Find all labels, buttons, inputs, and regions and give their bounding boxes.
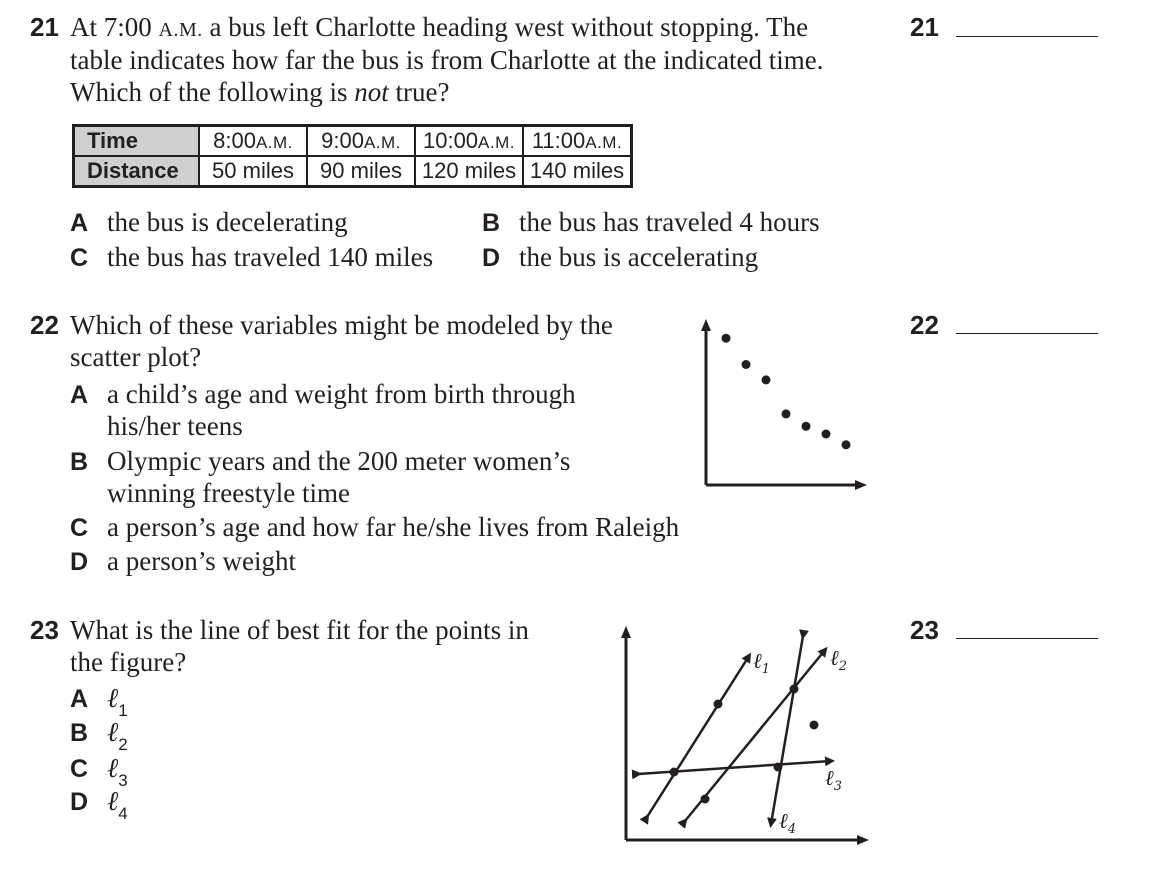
choice-letter: B	[70, 448, 89, 476]
choice-letter: D	[70, 548, 89, 576]
q23-choice-c[interactable]	[70, 752, 128, 788]
choice-letter: B	[70, 719, 89, 747]
ell-subscript: 1	[118, 701, 128, 720]
figure-y-axis-arrowhead	[621, 626, 631, 638]
scatter-point	[782, 409, 791, 418]
table-cell-distance: 50 miles	[199, 156, 307, 187]
table-cell-distance: 140 miles	[523, 156, 632, 187]
ell-subscript: 4	[118, 804, 128, 823]
line-l4	[771, 636, 803, 824]
label-l3: ℓ$_3$	[825, 766, 843, 794]
figure-point	[714, 700, 723, 709]
q21-line3-emphasis: not	[354, 77, 389, 107]
q22-choice-a-line-2: his/her teens	[107, 411, 243, 441]
choice-letter: D	[70, 788, 89, 816]
figure-point	[701, 795, 710, 804]
question-23-line-1: What is the line of best fit for the points in	[70, 615, 529, 645]
q21-time-suffix: A.M.	[158, 19, 203, 41]
q21-line3-post: true?	[388, 77, 450, 107]
scatter-plot	[695, 315, 875, 495]
scatter-point	[842, 440, 851, 449]
choice-text: the bus has traveled 4 hours	[519, 207, 820, 237]
label-l2: ℓ$_2$	[830, 646, 848, 674]
choice-letter: B	[482, 209, 501, 237]
label-l1: ℓ$_1$	[753, 649, 771, 677]
choice-text: the bus is accelerating	[519, 242, 759, 272]
choice-letter: D	[482, 244, 501, 272]
ell-symbol: ℓ	[107, 786, 119, 817]
scatter-point	[802, 422, 811, 431]
choice-text: Olympic years and the 200 meter women’s	[107, 446, 571, 476]
q21-text-post: a bus left Charlotte heading west without stopping. The	[202, 12, 809, 42]
answer-21-number: 21	[910, 12, 939, 42]
choice-letter: C	[70, 755, 89, 783]
ell-symbol: ℓ	[107, 717, 119, 748]
table-row-time	[74, 126, 632, 157]
time-distance-table	[72, 124, 633, 188]
question-23-number: 23	[30, 615, 59, 645]
scatter-point	[742, 360, 751, 369]
y-axis-arrowhead	[701, 319, 711, 331]
q22-choice-b[interactable]	[70, 445, 570, 478]
answer-21-blank[interactable]	[956, 36, 1098, 37]
choice-text: the bus has traveled 140 miles	[107, 242, 434, 272]
choice-text: the bus is decelerating	[107, 207, 348, 237]
table-cell-time: 11:00A.M.	[523, 126, 632, 157]
table-header-distance: Distance	[74, 156, 200, 187]
best-fit-figure	[615, 620, 875, 850]
q23-choice-b[interactable]	[70, 716, 128, 752]
choice-letter: C	[70, 514, 89, 542]
q21-choice-d[interactable]	[482, 241, 758, 274]
question-21-line-3	[70, 76, 449, 108]
q22-choice-c[interactable]	[70, 511, 679, 544]
scatter-axes	[706, 329, 857, 485]
figure-point	[810, 721, 819, 730]
table-cell-time: 9:00A.M.	[307, 126, 415, 157]
choice-text: a child’s age and weight from birth through	[107, 379, 576, 409]
table-header-time: Time	[74, 126, 200, 157]
ell-symbol: ℓ	[107, 683, 119, 714]
question-22-number: 22	[30, 310, 59, 340]
table-cell-distance: 90 miles	[307, 156, 415, 187]
answer-22-number: 22	[910, 310, 939, 340]
q21-text-pre: At 7:00	[70, 12, 159, 42]
scatter-point	[722, 334, 731, 343]
scatter-point	[762, 375, 771, 384]
scatter-points	[722, 334, 851, 450]
table-cell-time: 10:00A.M.	[415, 126, 523, 157]
q21-choice-c[interactable]	[70, 241, 433, 274]
q22-choice-b-line-2: winning freestyle time	[107, 478, 350, 508]
q22-choice-a[interactable]	[70, 378, 576, 411]
label-l4: ℓ$_4$	[779, 809, 797, 837]
question-21-number: 21	[30, 12, 59, 42]
table-row-distance	[74, 156, 632, 187]
question-22-line-2: scatter plot?	[70, 342, 202, 372]
line-l1	[647, 656, 749, 817]
figure-point	[774, 763, 783, 772]
q21-choice-a[interactable]	[70, 206, 348, 239]
question-21-line-2: table indicates how far the bus is from Charlotte at the indicated time.	[70, 45, 824, 75]
table-cell-time: 8:00A.M.	[199, 126, 307, 157]
q22-choice-d[interactable]	[70, 545, 296, 578]
question-22-line-1: Which of these variables might be modeled by the	[70, 310, 613, 340]
choice-letter: A	[70, 381, 89, 409]
ell-subscript: 3	[118, 771, 128, 790]
q21-line3-pre: Which of the following is	[70, 77, 355, 107]
question-21-line-1	[70, 11, 808, 46]
choice-letter: A	[70, 209, 89, 237]
q21-choice-b[interactable]	[482, 206, 820, 239]
question-23-line-2: the figure?	[70, 647, 187, 677]
figure-point	[670, 768, 679, 777]
table-cell-distance: 120 miles	[415, 156, 523, 187]
x-axis-arrowhead	[855, 480, 867, 490]
answer-22-blank[interactable]	[956, 333, 1098, 334]
answer-23-blank[interactable]	[956, 638, 1098, 639]
answer-23-number: 23	[910, 615, 939, 645]
figure-point	[790, 685, 799, 694]
ell-subscript: 2	[118, 735, 128, 754]
ell-symbol: ℓ	[107, 753, 119, 784]
line-l3	[638, 761, 831, 774]
choice-letter: C	[70, 244, 89, 272]
choice-text: a person’s weight	[107, 546, 296, 576]
figure-x-axis-arrowhead	[857, 835, 869, 845]
q23-choice-a[interactable]	[70, 682, 128, 718]
choice-text: a person’s age and how far he/she lives from Raleigh	[107, 512, 680, 542]
q23-choice-d[interactable]	[70, 785, 128, 821]
choice-letter: A	[70, 685, 89, 713]
scatter-point	[822, 430, 831, 439]
